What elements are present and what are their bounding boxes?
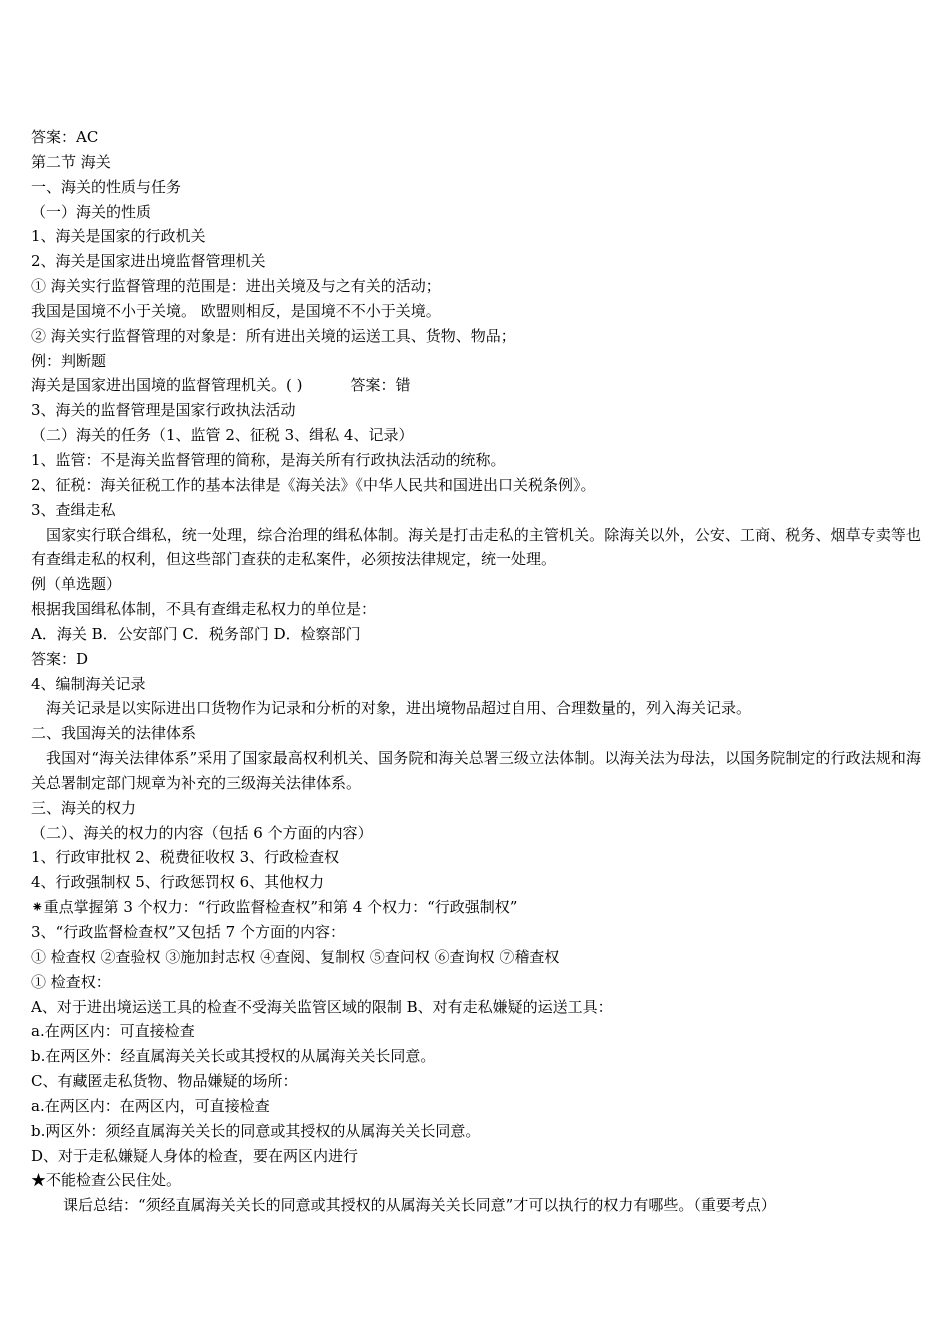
topic-heading: （一）海关的性质 — [31, 202, 152, 221]
text-line: 1、监管：不是海关监督管理的简称，是海关所有行政执法活动的统称。 — [31, 450, 506, 469]
text-line: 4、行政强制权 5、行政惩罚权 6、其他权力 — [31, 873, 325, 892]
example-label: 例：判断题 — [31, 351, 107, 370]
summary-line: 课后总结：“须经直属海关关长的同意或其授权的从属海关关长同意”才可以执行的权力有哪些。（重要考点） — [63, 1196, 776, 1215]
document-body — [31, 125, 921, 1218]
answer-line: 答案：D — [31, 649, 89, 668]
question-options: A．海关 B．公安部门 C．税务部门 D．检察部门 — [31, 624, 361, 643]
subsection-heading: 三、海关的权力 — [31, 798, 137, 817]
text-line: 3、“行政监督检查权”又包括 7 个方面的内容： — [31, 923, 345, 941]
text-line: ① 检查权： — [31, 972, 111, 991]
text-line: 3、海关的监督管理是国家行政执法活动 — [31, 401, 296, 420]
text-line: D、对于走私嫌疑人身体的检查，要在两区内进行 — [31, 1146, 359, 1165]
answer-text: 答案：错 — [350, 376, 411, 395]
key-point-line: ★不能检查公民住处。 — [31, 1171, 182, 1190]
text-line: 2、征税：海关征税工作的基本法律是《海关法》《中华人民共和国进出口关税条例》。 — [31, 475, 596, 494]
answer-line: 答案：AC — [31, 128, 99, 146]
section-heading: 第二节 海关 — [31, 152, 111, 171]
text-line: A、对于进出境运送工具的检查不受海关监管区域的限制 B、对有走私嫌疑的运送工具： — [31, 997, 613, 1016]
text-line: a.在两区内：可直接检查 — [31, 1022, 195, 1041]
text-line: 1、海关是国家的行政机关 — [31, 227, 206, 246]
smuggling-paragraph: 国家实行联合缉私，统一处理，综合治理的缉私体制。海关是打击走私的主管机关。除海关以外，公安、工商、税务、烟草专卖等也有查缉走私的权利，但这些部门查获的走私案件，必须按法律规定，统一处理。 — [31, 525, 921, 569]
text-line: 3、查缉走私 — [31, 500, 116, 519]
question-text: 根据我国缉私体制，不具有查缉走私权力的单位是： — [31, 600, 377, 619]
text-line: 4、编制海关记录 — [31, 674, 146, 693]
key-point-line: ⁕重点掌握第 3 个权力：“行政监督检查权”和第 4 个权力：“行政强制权” — [31, 898, 518, 917]
judgment-question — [31, 373, 921, 398]
text-line: 1、行政审批权 2、税费征收权 3、行政检查权 — [31, 848, 340, 867]
subsection-heading: 二、我国海关的法律体系 — [31, 724, 197, 743]
text-line: a.在两区内：在两区内，可直接检查 — [31, 1096, 270, 1115]
topic-heading: （二）、海关的权力的内容（包括 6 个方面的内容） — [31, 823, 373, 842]
text-line: ① 海关实行监督管理的范围是：进出关境及与之有关的活动； — [31, 277, 441, 296]
legal-system-paragraph: 我国对“海关法律体系”采用了国家最高权利机关、国务院和海关总署三级立法体制。以海关法为母法，以国务院制定的行政法规和海关总署制定部门规章为补充的三级海关法律体系。 — [31, 749, 921, 792]
text-line: ① 检查权 ②查验权 ③施加封志权 ④查阅、复制权 ⑤查问权 ⑥查询权 ⑦稽查权 — [31, 947, 560, 966]
question-text: 海关是国家进出国境的监督管理机关。( ) — [31, 376, 303, 395]
statistics-paragraph: 海关记录是以实际进出口货物作为记录和分析的对象，进出境物品超过自用、合理数量的，列入海关记录。 — [46, 699, 752, 718]
text-line: ② 海关实行监督管理的对象是：所有进出关境的运送工具、货物、物品； — [31, 326, 516, 345]
subsection-heading: 一、海关的性质与任务 — [31, 177, 182, 196]
example-label: 例（单选题） — [31, 575, 122, 594]
text-line: b.在两区外：经直属海关关长或其授权的从属海关关长同意。 — [31, 1047, 436, 1066]
text-line: C、有藏匿走私货物、物品嫌疑的场所： — [31, 1072, 298, 1091]
text-line: b.两区外：须经直属海关关长的同意或其授权的从属海关关长同意。 — [31, 1121, 481, 1140]
topic-heading: （二）海关的任务（1、监管 2、征税 3、缉私 4、记录） — [31, 426, 414, 445]
text-line: 我国是国境不小于关境。 欧盟则相反，是国境不不小于关境。 — [31, 301, 441, 320]
text-line: 2、海关是国家进出境监督管理机关 — [31, 252, 266, 271]
